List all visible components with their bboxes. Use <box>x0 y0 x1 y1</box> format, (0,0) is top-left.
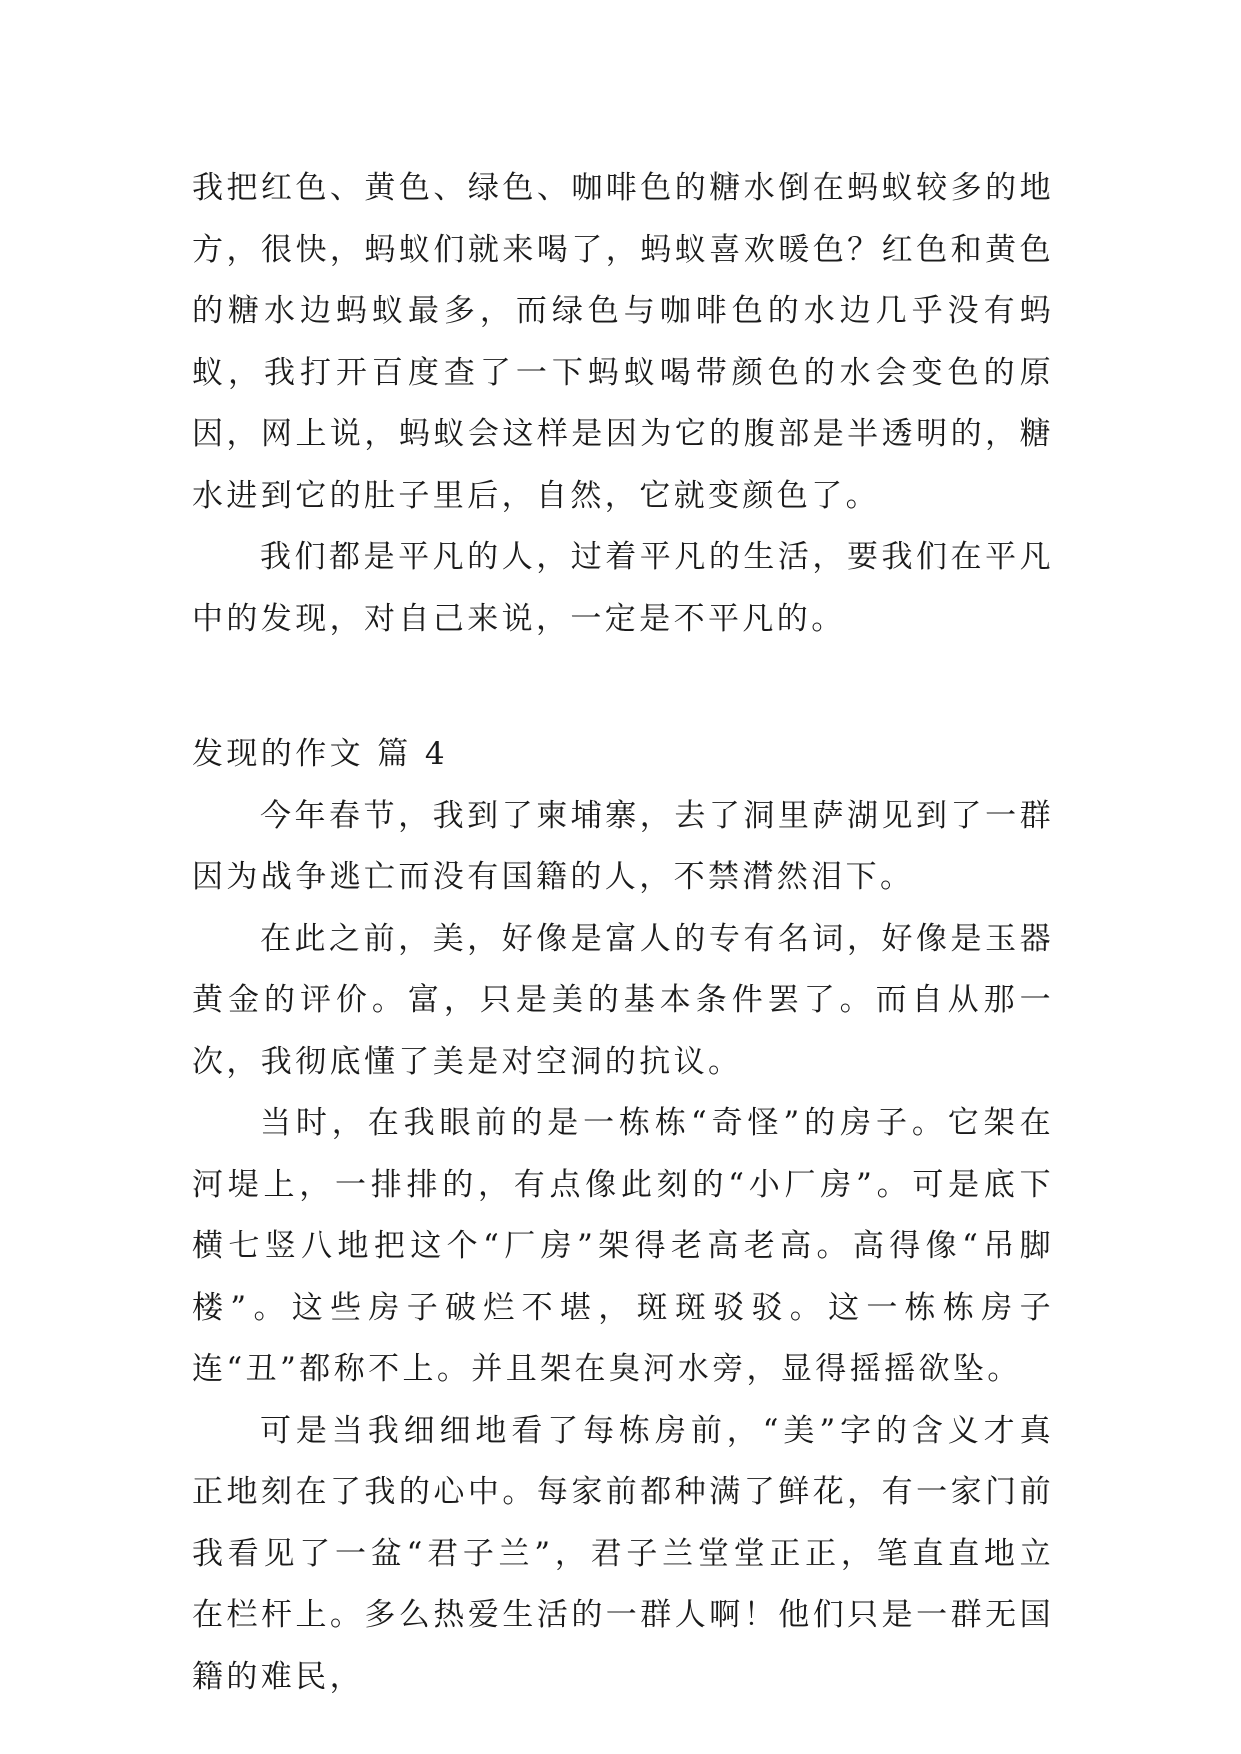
paragraph-ordinary-life: 我们都是平凡的人，过着平凡的生活，要我们在平凡中的发现，对自己来说，一定是不平凡的。 <box>192 539 1054 637</box>
paragraph-ant-experiment: 我把红色、黄色、绿色、咖啡色的糖水倒在蚂蚁较多的地方，很快，蚂蚁们就来喝了，蚂蚁喜欢暖色？红色和黄色的糖水边蚂蚁最多，而绿色与咖啡色的水边几乎没有蚂蚁，我打开百度查了一下蚂蚁喝带颜色的水会变色的原因，网上说，蚂蚁会这样是因为它的腹部是半透明的，糖水进到它的肚子里后，自然，它就变颜色了。 <box>192 170 1054 514</box>
paragraph-beauty-definition: 在此之前，美，好像是富人的专有名词，好像是玉器黄金的评价。富，只是美的基本条件罢了。而自从那一次，我彻底懂了美是对空洞的抗议。 <box>192 920 1054 1080</box>
section-heading: 发现的作文 篇 4 <box>192 736 449 772</box>
paragraph-strange-houses: 当时，在我眼前的是一栋栋“奇怪”的房子。它架在河堤上，一排排的，有点像此刻的“小厂房”。可是底下横七竖八地把这个“厂房”架得老高老高。高得像“吊脚楼”。这些房子破烂不堪，斑斑驳驳。这一栋栋房子连“丑”都称不上。并且架在臭河水旁，显得摇摇欲坠。 <box>192 1105 1054 1387</box>
document-page <box>192 158 1054 1708</box>
paragraph-flowers: 可是当我细细地看了每栋房前，“美”字的含义才真正地刻在了我的心中。每家前都种满了鲜花，有一家门前我看见了一盆“君子兰”，君子兰堂堂正正，笔直直地立在栏杆上。多么热爱生活的一群人啊！他们只是一群无国籍的难民， <box>192 1412 1054 1695</box>
paragraph-cambodia: 今年春节，我到了柬埔寨，去了洞里萨湖见到了一群因为战争逃亡而没有国籍的人，不禁潸然泪下。 <box>192 797 1054 895</box>
